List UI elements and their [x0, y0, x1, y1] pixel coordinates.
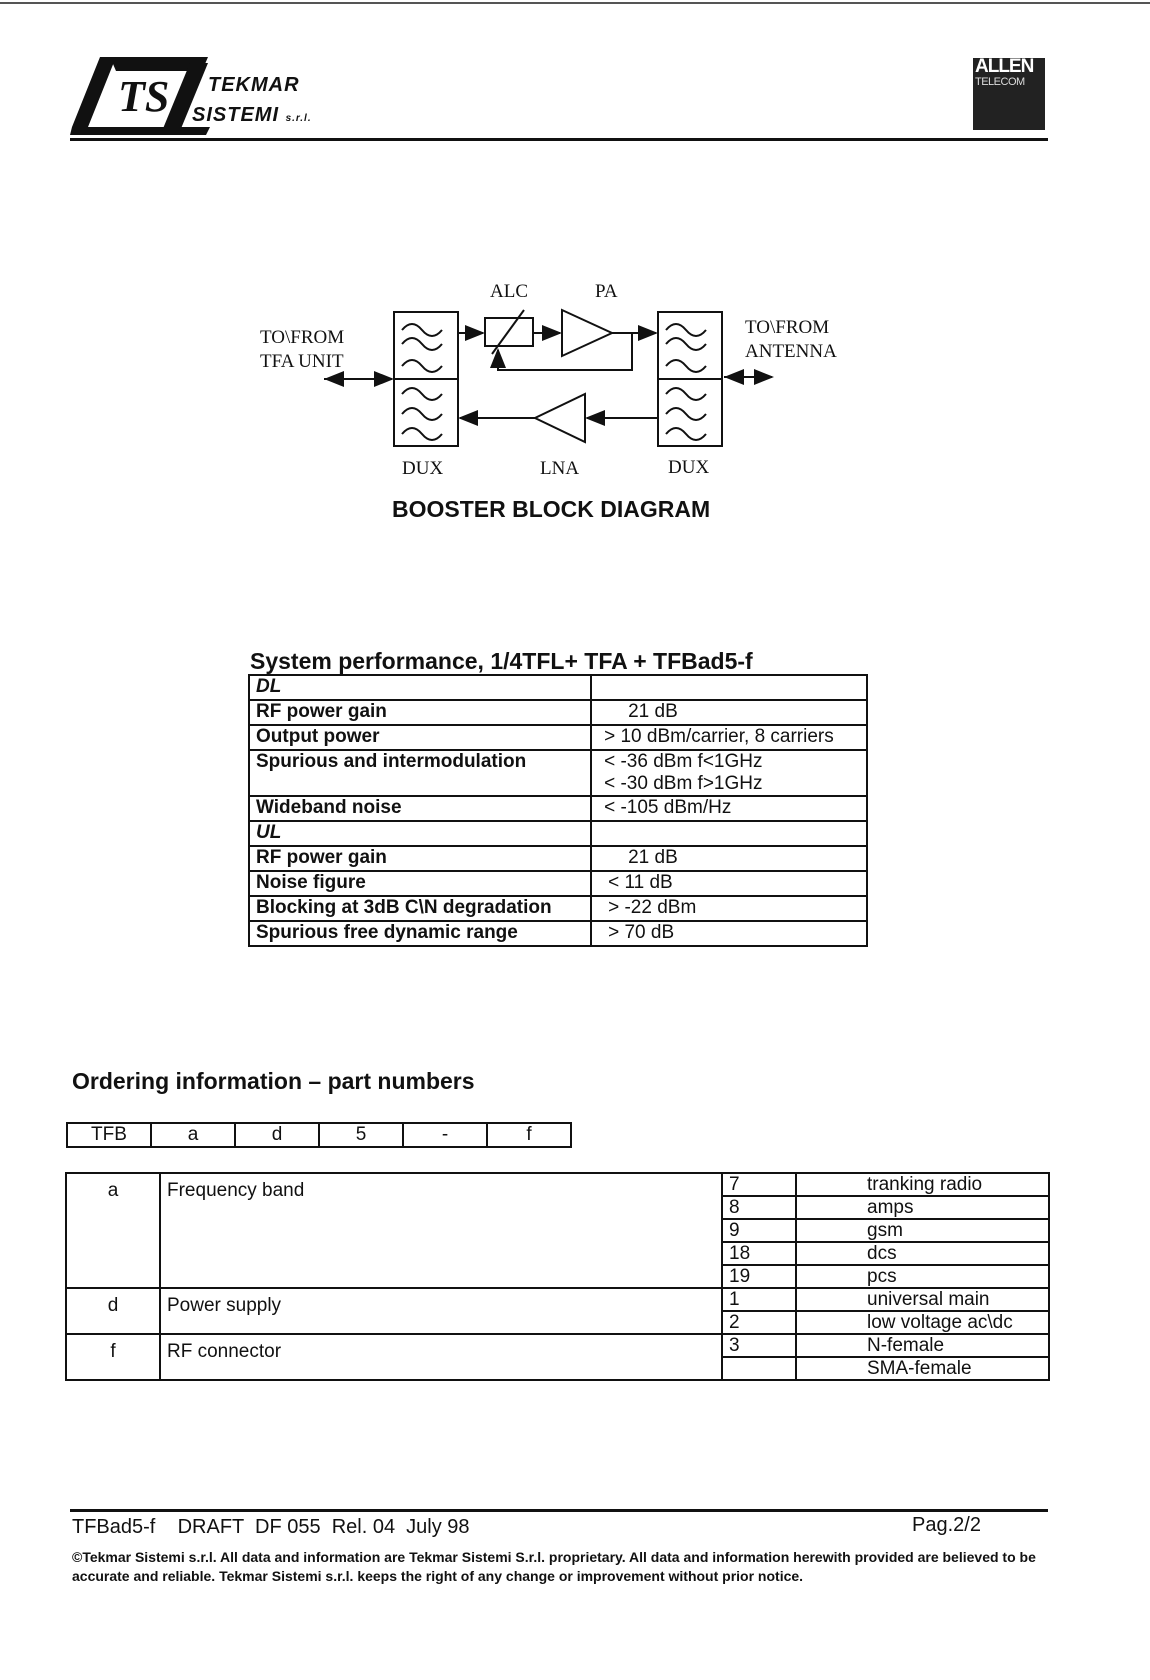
option-label: N-female: [796, 1334, 1049, 1357]
label-left-1: TO\FROM: [260, 327, 345, 348]
part-number-boxes: [66, 1122, 572, 1148]
param-cell: Output power: [249, 725, 591, 750]
table-row: [249, 796, 867, 821]
page-number: Pag.2/2: [912, 1514, 981, 1536]
company-suffix: s.r.l.: [285, 113, 312, 124]
header-divider: [70, 138, 1048, 141]
label-pa: PA: [595, 281, 618, 302]
partner-logo-line1: ALLEN: [975, 56, 1034, 77]
param-cell: Spurious free dynamic range: [249, 921, 591, 946]
ordering-table: [65, 1172, 1050, 1381]
value-cell: [591, 750, 867, 796]
value-line: < -30 dBm f>1GHz: [604, 773, 763, 794]
ul-section-empty: [591, 821, 867, 846]
table-row: [249, 896, 867, 921]
value-cell: > 10 dBm/carrier, 8 carriers: [591, 725, 867, 750]
right-duplexer-icon: [658, 312, 722, 446]
label-left-2: TFA UNIT: [260, 351, 344, 372]
value-line: < -36 dBm f<1GHz: [604, 751, 763, 772]
option-label: pcs: [796, 1265, 1049, 1288]
param-cell: RF power gain: [249, 700, 591, 725]
table-row: [249, 750, 867, 796]
option-number: 7: [722, 1173, 796, 1196]
option-number: 18: [722, 1242, 796, 1265]
company-name-line2: [192, 102, 312, 132]
table-row: [66, 1288, 1049, 1311]
lna-amplifier-icon: [535, 394, 585, 442]
part-number-box: d: [235, 1123, 319, 1147]
table-row: [249, 675, 867, 700]
param-cell: Spurious and intermodulation: [249, 750, 591, 796]
ul-section-label: UL: [249, 821, 591, 846]
table-row: [66, 1173, 1049, 1196]
label-right-2: ANTENNA: [745, 341, 837, 362]
label-right-1: TO\FROM: [745, 317, 830, 338]
value-cell: > -22 dBm: [591, 896, 867, 921]
dl-section-label: DL: [249, 675, 591, 700]
footer-divider: [70, 1509, 1048, 1512]
part-number-box: TFB: [67, 1123, 151, 1147]
alc-attenuator-icon: [485, 310, 533, 354]
group-description: Power supply: [160, 1288, 722, 1334]
logo-monogram: TS: [118, 72, 170, 121]
performance-title: System performance, 1/4TFL+ TFA + TFBad5-f: [250, 648, 753, 674]
option-label: gsm: [796, 1219, 1049, 1242]
option-label: SMA-female: [796, 1357, 1049, 1380]
option-number: 2: [722, 1311, 796, 1334]
group-code: f: [66, 1334, 160, 1380]
document-reference: TFBad5-f DRAFT DF 055 Rel. 04 July 98: [72, 1516, 470, 1538]
value-cell: < -105 dBm/Hz: [591, 796, 867, 821]
label-alc: ALC: [490, 281, 528, 302]
label-dux-left: DUX: [402, 458, 444, 479]
value-cell: < 11 dB: [591, 871, 867, 896]
diagram-title: BOOSTER BLOCK DIAGRAM: [392, 496, 711, 522]
option-number: [722, 1357, 796, 1380]
table-row: [249, 700, 867, 725]
label-lna: LNA: [540, 458, 580, 479]
param-cell: Wideband noise: [249, 796, 591, 821]
part-number-box: -: [403, 1123, 487, 1147]
param-cell: Noise figure: [249, 871, 591, 896]
copyright-notice: ©Tekmar Sistemi s.r.l. All data and information are Tekmar Sistemi S.r.l. proprietary. All data and information herewith provided are believed to be accurate and reliable. Tekmar Sistemi s.r.l. keeps the right of any change or improvement without prior notice.: [72, 1549, 1036, 1584]
option-number: 8: [722, 1196, 796, 1219]
part-number-box: 5: [319, 1123, 403, 1147]
option-number: 19: [722, 1265, 796, 1288]
value-cell: 21 dB: [591, 700, 867, 725]
dl-section-empty: [591, 675, 867, 700]
table-row: [249, 846, 867, 871]
value-cell: 21 dB: [591, 846, 867, 871]
part-number-box: a: [151, 1123, 235, 1147]
group-code: d: [66, 1288, 160, 1334]
ordering-title: Ordering information – part numbers: [72, 1068, 475, 1094]
option-label: amps: [796, 1196, 1049, 1219]
group-code: a: [66, 1173, 160, 1288]
performance-table: [248, 674, 868, 947]
table-row: [249, 871, 867, 896]
group-description: RF connector: [160, 1334, 722, 1380]
pa-amplifier-icon: [562, 310, 612, 356]
company-name-line2-text: SISTEMI: [192, 104, 280, 126]
option-number: 9: [722, 1219, 796, 1242]
part-number-box: f: [487, 1123, 571, 1147]
param-cell: RF power gain: [249, 846, 591, 871]
group-description: Frequency band: [160, 1173, 722, 1288]
param-cell: Blocking at 3dB C\N degradation: [249, 896, 591, 921]
option-label: low voltage ac\dc: [796, 1311, 1049, 1334]
top-scan-line: [0, 2, 1150, 4]
value-cell: > 70 dB: [591, 921, 867, 946]
option-label: universal main: [796, 1288, 1049, 1311]
partner-logo-line2: TELECOM: [975, 76, 1025, 88]
table-row: [249, 821, 867, 846]
left-duplexer-icon: [394, 312, 458, 446]
table-row: [249, 921, 867, 946]
option-number: 3: [722, 1334, 796, 1357]
table-row: [67, 1123, 571, 1147]
option-label: tranking radio: [796, 1173, 1049, 1196]
booster-block-diagram: [240, 270, 860, 490]
table-row: [249, 725, 867, 750]
table-row: [66, 1334, 1049, 1357]
option-label: dcs: [796, 1242, 1049, 1265]
option-number: 1: [722, 1288, 796, 1311]
company-name-line1: TEKMAR: [208, 74, 300, 96]
label-dux-right: DUX: [668, 457, 710, 478]
